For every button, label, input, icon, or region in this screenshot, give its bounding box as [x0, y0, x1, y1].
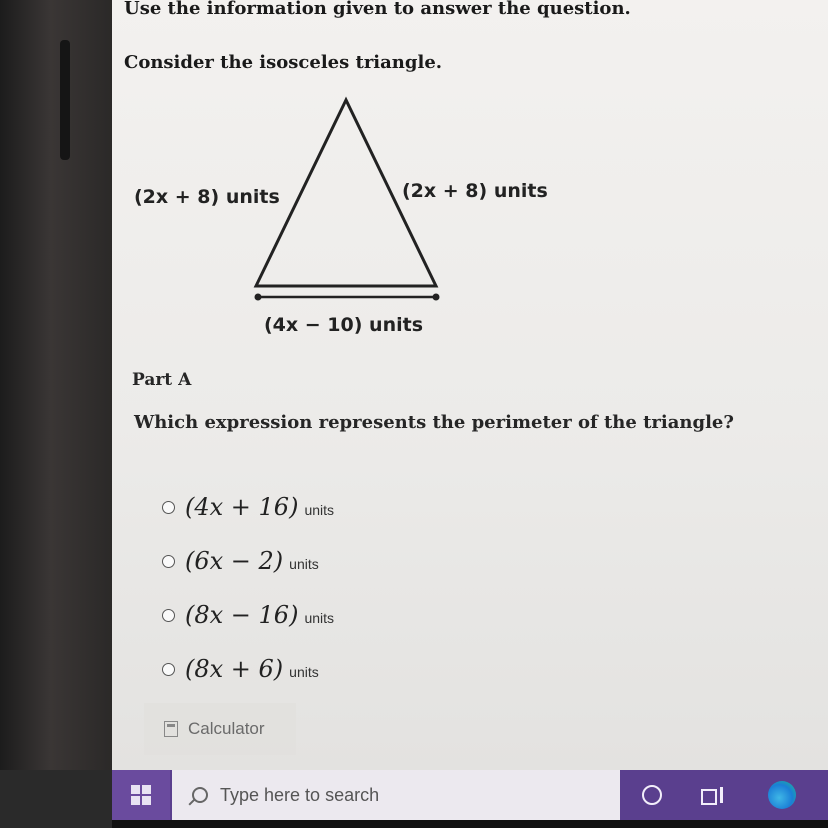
answer-options [162, 480, 334, 696]
search-icon [192, 787, 208, 803]
subheading: Consider the isosceles triangle. [124, 52, 443, 73]
search-placeholder: Type here to search [220, 784, 380, 805]
radio-button[interactable] [162, 663, 175, 676]
edge-icon [768, 781, 796, 809]
triangle-figure [112, 90, 612, 350]
cortana-button[interactable] [622, 770, 682, 820]
start-button[interactable] [112, 770, 170, 820]
answer-option[interactable] [162, 480, 334, 534]
base-dimension-dot-left [255, 294, 262, 301]
option-unit: units [289, 556, 319, 572]
calculator-button[interactable] [144, 703, 296, 755]
question-text: Which expression represents the perimeter of the triangle? [134, 412, 734, 433]
option-expression: (6x − 2) [185, 547, 284, 575]
bezel-strip [60, 40, 70, 160]
calculator-label: Calculator [188, 719, 265, 738]
option-expression: (8x + 6) [185, 655, 284, 683]
option-expression: (4x + 16) [185, 493, 299, 521]
option-unit: units [304, 610, 335, 626]
left-side-label: (2x + 8) units [134, 186, 280, 208]
option-unit: units [289, 664, 319, 680]
question-screen [112, 0, 828, 770]
right-side-label: (2x + 8) units [402, 180, 548, 202]
instruction-text: Use the information given to answer the question. [124, 0, 631, 19]
answer-option[interactable] [162, 534, 334, 588]
option-expression: (8x − 16) [185, 601, 299, 629]
radio-button[interactable] [162, 555, 175, 568]
base-dimension-dot-right [433, 294, 440, 301]
device-bezel [0, 0, 112, 770]
task-view-icon [701, 787, 723, 803]
answer-option[interactable] [162, 588, 334, 642]
calculator-icon [164, 721, 178, 737]
radio-button[interactable] [162, 609, 175, 622]
windows-start-icon [131, 785, 151, 805]
radio-button[interactable] [162, 501, 175, 514]
edge-button[interactable] [752, 770, 812, 820]
cortana-icon [642, 785, 662, 805]
option-unit: units [304, 502, 335, 518]
bezel-bottom [112, 820, 828, 828]
part-label: Part A [132, 370, 192, 390]
taskbar-search-box[interactable] [172, 770, 620, 820]
answer-option[interactable] [162, 642, 334, 696]
triangle-diagram [112, 90, 612, 350]
task-view-button[interactable] [682, 770, 742, 820]
base-label: (4x − 10) units [264, 314, 424, 336]
